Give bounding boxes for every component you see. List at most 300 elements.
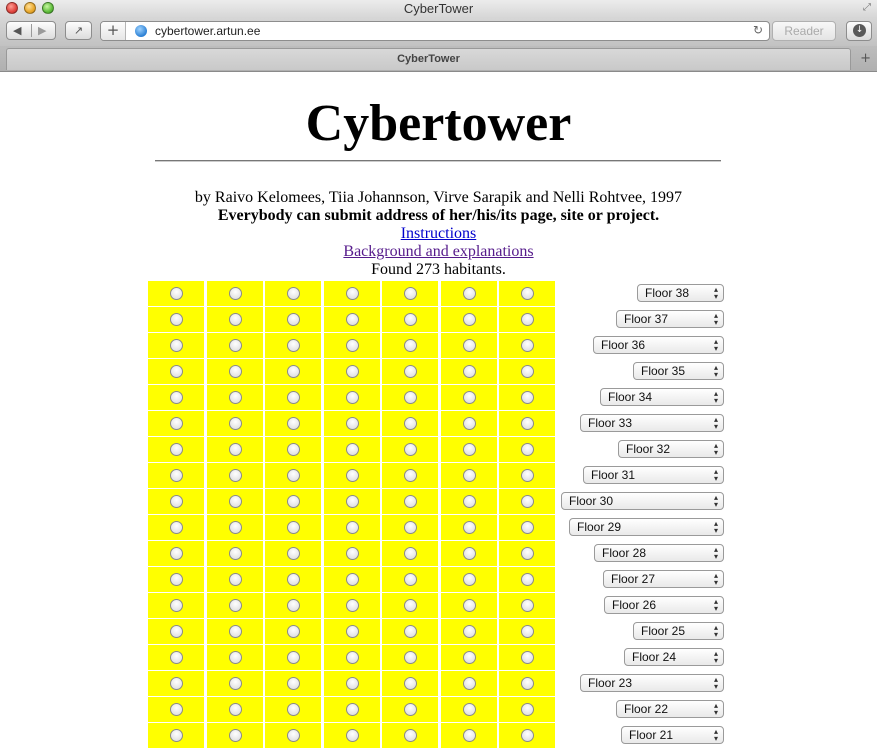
url-text[interactable]: cybertower.artun.ee bbox=[155, 24, 261, 38]
floor-select-label: Floor 22 bbox=[624, 702, 669, 716]
resident-radio[interactable] bbox=[404, 573, 417, 586]
floor-cell bbox=[207, 411, 263, 436]
floor-cell bbox=[382, 645, 438, 670]
floor-cell bbox=[499, 541, 555, 566]
resident-radio[interactable] bbox=[170, 339, 183, 352]
resident-radio[interactable] bbox=[404, 599, 417, 612]
floor-cell bbox=[441, 541, 497, 566]
share-button[interactable]: ↗ bbox=[65, 21, 92, 40]
floor-cell bbox=[499, 385, 555, 410]
floor-cell bbox=[148, 333, 204, 358]
floor-select[interactable] bbox=[583, 466, 724, 484]
floor-select[interactable] bbox=[616, 310, 724, 328]
floor-select[interactable] bbox=[633, 622, 724, 640]
floor-cell bbox=[324, 489, 380, 514]
resident-radio[interactable] bbox=[346, 625, 359, 638]
resident-radio[interactable] bbox=[229, 625, 242, 638]
resident-radio[interactable] bbox=[463, 703, 476, 716]
window-title: CyberTower bbox=[403, 1, 474, 16]
floor-cell bbox=[499, 359, 555, 384]
horizontal-rule bbox=[155, 160, 721, 162]
floor-select-label: Floor 37 bbox=[624, 312, 669, 326]
resident-radio[interactable] bbox=[287, 729, 300, 742]
floor-cell bbox=[324, 437, 380, 462]
resident-radio[interactable] bbox=[287, 677, 300, 690]
floor-cell bbox=[324, 359, 380, 384]
floor-cell bbox=[441, 333, 497, 358]
resident-radio[interactable] bbox=[287, 313, 300, 326]
resident-radio[interactable] bbox=[170, 703, 183, 716]
resident-radio[interactable] bbox=[521, 417, 534, 430]
resident-radio[interactable] bbox=[170, 521, 183, 534]
floor-cell bbox=[148, 671, 204, 696]
floor-cell bbox=[207, 463, 263, 488]
floor-cell bbox=[441, 411, 497, 436]
resident-radio[interactable] bbox=[287, 339, 300, 352]
floor-cell bbox=[148, 307, 204, 332]
resident-radio[interactable] bbox=[229, 599, 242, 612]
back-button[interactable]: ◀ bbox=[13, 24, 22, 37]
floor-cell bbox=[382, 411, 438, 436]
habitants-count: Found 273 habitants. bbox=[371, 261, 506, 278]
reload-icon[interactable]: ↻ bbox=[752, 23, 763, 37]
floor-select-label: Floor 36 bbox=[601, 338, 646, 352]
floor-select[interactable] bbox=[593, 336, 724, 354]
floor-select-label: Floor 29 bbox=[577, 520, 622, 534]
resident-radio[interactable] bbox=[170, 313, 183, 326]
floor-cell bbox=[324, 411, 380, 436]
resident-radio[interactable] bbox=[463, 495, 476, 508]
floor-cell bbox=[148, 281, 204, 306]
floor-cell bbox=[382, 359, 438, 384]
select-arrows-icon: ▴ ▾ bbox=[713, 701, 718, 717]
floor-cell bbox=[265, 333, 321, 358]
resident-radio[interactable] bbox=[521, 313, 534, 326]
floor-cell bbox=[148, 697, 204, 722]
resident-radio[interactable] bbox=[229, 573, 242, 586]
resident-radio[interactable] bbox=[229, 729, 242, 742]
floor-cell bbox=[324, 723, 380, 748]
floor-select-label: Floor 27 bbox=[611, 572, 656, 586]
floor-cell bbox=[499, 723, 555, 748]
select-arrows-icon: ▴ ▾ bbox=[713, 363, 718, 379]
resident-radio[interactable] bbox=[521, 443, 534, 456]
floor-cell bbox=[207, 619, 263, 644]
resident-radio[interactable] bbox=[346, 495, 359, 508]
floor-cell bbox=[441, 515, 497, 540]
floor-select[interactable] bbox=[580, 674, 724, 692]
resident-radio[interactable] bbox=[463, 573, 476, 586]
floor-cell bbox=[265, 411, 321, 436]
resident-radio[interactable] bbox=[229, 287, 242, 300]
floor-cell bbox=[382, 489, 438, 514]
resident-radio[interactable] bbox=[346, 365, 359, 378]
back-forward-buttons bbox=[6, 21, 56, 40]
floor-cell bbox=[499, 671, 555, 696]
resident-radio[interactable] bbox=[463, 469, 476, 482]
authors-text: by Raivo Kelomees, Tiia Johannson, Virve Sarapik and Nelli Rohtvee, 1997 bbox=[194, 189, 683, 206]
resident-radio[interactable] bbox=[170, 573, 183, 586]
select-arrows-icon: ▴ ▾ bbox=[713, 389, 718, 405]
resident-radio[interactable] bbox=[404, 651, 417, 664]
resident-radio[interactable] bbox=[521, 495, 534, 508]
floor-select-label: Floor 23 bbox=[588, 676, 633, 690]
new-tab-button[interactable]: + bbox=[860, 51, 871, 66]
background-link[interactable]: Background and explanations bbox=[343, 243, 534, 260]
floor-select[interactable] bbox=[618, 440, 724, 458]
fullscreen-icon[interactable]: ⤢ bbox=[863, 2, 871, 13]
resident-radio[interactable] bbox=[521, 703, 534, 716]
floor-cell bbox=[499, 333, 555, 358]
floor-cell bbox=[382, 515, 438, 540]
resident-radio[interactable] bbox=[521, 573, 534, 586]
resident-radio[interactable] bbox=[229, 677, 242, 690]
resident-radio[interactable] bbox=[404, 313, 417, 326]
resident-radio[interactable] bbox=[521, 677, 534, 690]
floor-cell bbox=[148, 593, 204, 618]
resident-radio[interactable] bbox=[404, 469, 417, 482]
select-arrows-icon: ▴ ▾ bbox=[713, 285, 718, 301]
floor-select[interactable] bbox=[616, 700, 724, 718]
resident-radio[interactable] bbox=[346, 573, 359, 586]
resident-radio[interactable] bbox=[346, 599, 359, 612]
floor-cell bbox=[382, 385, 438, 410]
floor-cell bbox=[207, 541, 263, 566]
resident-radio[interactable] bbox=[170, 677, 183, 690]
tab-cybertower[interactable]: CyberTower bbox=[6, 48, 851, 70]
divider bbox=[31, 24, 32, 37]
resident-radio[interactable] bbox=[521, 339, 534, 352]
resident-radio[interactable] bbox=[463, 651, 476, 664]
select-arrows-icon: ▴ ▾ bbox=[713, 493, 718, 509]
floor-cell bbox=[499, 645, 555, 670]
floor-cell bbox=[148, 463, 204, 488]
floor-cell bbox=[382, 463, 438, 488]
floor-cell bbox=[441, 567, 497, 592]
resident-radio[interactable] bbox=[463, 599, 476, 612]
floor-cell bbox=[324, 307, 380, 332]
floor-cell bbox=[265, 567, 321, 592]
resident-radio[interactable] bbox=[346, 339, 359, 352]
floor-cell bbox=[441, 723, 497, 748]
resident-radio[interactable] bbox=[463, 625, 476, 638]
resident-radio[interactable] bbox=[287, 287, 300, 300]
resident-radio[interactable] bbox=[463, 339, 476, 352]
resident-radio[interactable] bbox=[170, 495, 183, 508]
floor-cell bbox=[265, 593, 321, 618]
floor-cell bbox=[324, 645, 380, 670]
resident-radio[interactable] bbox=[287, 391, 300, 404]
floor-cell bbox=[207, 515, 263, 540]
resident-radio[interactable] bbox=[521, 651, 534, 664]
resident-radio[interactable] bbox=[346, 391, 359, 404]
resident-radio[interactable] bbox=[521, 547, 534, 560]
tab-bar bbox=[0, 46, 877, 72]
floor-select[interactable] bbox=[600, 388, 724, 406]
resident-radio[interactable] bbox=[463, 521, 476, 534]
floor-cell bbox=[207, 281, 263, 306]
resident-radio[interactable] bbox=[287, 443, 300, 456]
resident-radio[interactable] bbox=[287, 547, 300, 560]
floor-cell bbox=[207, 723, 263, 748]
resident-radio[interactable] bbox=[463, 417, 476, 430]
resident-radio[interactable] bbox=[287, 417, 300, 430]
resident-radio[interactable] bbox=[521, 391, 534, 404]
resident-radio[interactable] bbox=[521, 287, 534, 300]
floor-select-label: Floor 32 bbox=[626, 442, 671, 456]
floor-select-label: Floor 24 bbox=[632, 650, 677, 664]
floor-cell bbox=[324, 541, 380, 566]
floor-select[interactable] bbox=[603, 570, 724, 588]
floor-cell bbox=[382, 697, 438, 722]
resident-radio[interactable] bbox=[287, 365, 300, 378]
resident-radio[interactable] bbox=[229, 651, 242, 664]
floor-cell bbox=[148, 515, 204, 540]
floor-cell bbox=[265, 645, 321, 670]
resident-radio[interactable] bbox=[404, 443, 417, 456]
resident-radio[interactable] bbox=[404, 365, 417, 378]
floor-cell bbox=[148, 541, 204, 566]
resident-radio[interactable] bbox=[463, 443, 476, 456]
floor-cell bbox=[265, 619, 321, 644]
floor-cell bbox=[499, 281, 555, 306]
resident-radio[interactable] bbox=[170, 287, 183, 300]
select-arrows-icon: ▴ ▾ bbox=[713, 415, 718, 431]
resident-radio[interactable] bbox=[404, 417, 417, 430]
floor-cell bbox=[382, 437, 438, 462]
resident-radio[interactable] bbox=[287, 703, 300, 716]
floor-cell bbox=[265, 463, 321, 488]
resident-radio[interactable] bbox=[287, 599, 300, 612]
select-arrows-icon: ▴ ▾ bbox=[713, 337, 718, 353]
resident-radio[interactable] bbox=[229, 339, 242, 352]
floor-cell bbox=[382, 281, 438, 306]
floor-select[interactable] bbox=[633, 362, 724, 380]
resident-radio[interactable] bbox=[404, 339, 417, 352]
floor-cell bbox=[441, 385, 497, 410]
select-arrows-icon: ▴ ▾ bbox=[713, 597, 718, 613]
resident-radio[interactable] bbox=[229, 469, 242, 482]
floor-cell bbox=[265, 697, 321, 722]
floor-cell bbox=[499, 697, 555, 722]
resident-radio[interactable] bbox=[404, 703, 417, 716]
resident-radio[interactable] bbox=[229, 365, 242, 378]
floor-cell bbox=[207, 671, 263, 696]
floor-cell bbox=[265, 307, 321, 332]
resident-radio[interactable] bbox=[404, 729, 417, 742]
resident-radio[interactable] bbox=[521, 469, 534, 482]
floor-cell bbox=[265, 723, 321, 748]
resident-radio[interactable] bbox=[287, 521, 300, 534]
resident-radio[interactable] bbox=[287, 651, 300, 664]
floor-cell bbox=[148, 385, 204, 410]
floor-cell bbox=[265, 281, 321, 306]
resident-radio[interactable] bbox=[170, 729, 183, 742]
floor-cell bbox=[148, 411, 204, 436]
floor-cell bbox=[324, 593, 380, 618]
floor-select[interactable] bbox=[580, 414, 724, 432]
resident-radio[interactable] bbox=[463, 547, 476, 560]
resident-radio[interactable] bbox=[404, 495, 417, 508]
instructions-link[interactable]: Instructions bbox=[400, 225, 477, 242]
floor-cell bbox=[441, 645, 497, 670]
floor-select-label: Floor 26 bbox=[612, 598, 657, 612]
floor-cell bbox=[382, 541, 438, 566]
resident-radio[interactable] bbox=[404, 391, 417, 404]
resident-radio[interactable] bbox=[170, 417, 183, 430]
resident-radio[interactable] bbox=[346, 677, 359, 690]
select-arrows-icon: ▴ ▾ bbox=[713, 545, 718, 561]
resident-radio[interactable] bbox=[346, 703, 359, 716]
resident-radio[interactable] bbox=[521, 365, 534, 378]
floor-select[interactable] bbox=[569, 518, 724, 536]
floor-select-label: Floor 33 bbox=[588, 416, 633, 430]
resident-radio[interactable] bbox=[170, 365, 183, 378]
floor-cell bbox=[382, 671, 438, 696]
resident-radio[interactable] bbox=[170, 469, 183, 482]
downloads-button[interactable] bbox=[846, 21, 872, 41]
globe-icon bbox=[135, 25, 147, 37]
resident-radio[interactable] bbox=[463, 313, 476, 326]
floor-select[interactable] bbox=[561, 492, 724, 510]
download-icon: ↓ bbox=[853, 24, 866, 37]
floor-cell bbox=[148, 437, 204, 462]
resident-radio[interactable] bbox=[346, 651, 359, 664]
add-bookmark-button[interactable]: + bbox=[101, 22, 126, 40]
resident-radio[interactable] bbox=[463, 391, 476, 404]
browser-toolbar bbox=[0, 18, 877, 46]
forward-button[interactable]: ▶ bbox=[38, 24, 47, 37]
floor-cell bbox=[207, 359, 263, 384]
address-bar[interactable] bbox=[100, 21, 770, 41]
floor-cell bbox=[441, 671, 497, 696]
floor-cell bbox=[265, 515, 321, 540]
floor-cell bbox=[324, 385, 380, 410]
floor-cell bbox=[382, 307, 438, 332]
resident-radio[interactable] bbox=[404, 287, 417, 300]
resident-radio[interactable] bbox=[287, 469, 300, 482]
resident-radio[interactable] bbox=[521, 521, 534, 534]
floor-cell bbox=[207, 489, 263, 514]
floor-cell bbox=[265, 437, 321, 462]
resident-radio[interactable] bbox=[170, 443, 183, 456]
resident-radio[interactable] bbox=[463, 729, 476, 742]
resident-radio[interactable] bbox=[229, 391, 242, 404]
floor-select-label: Floor 34 bbox=[608, 390, 653, 404]
resident-radio[interactable] bbox=[404, 547, 417, 560]
floor-cell bbox=[499, 411, 555, 436]
floor-cell bbox=[441, 593, 497, 618]
floor-cell bbox=[499, 567, 555, 592]
resident-radio[interactable] bbox=[404, 625, 417, 638]
resident-radio[interactable] bbox=[463, 365, 476, 378]
floor-select-label: Floor 28 bbox=[602, 546, 647, 560]
resident-radio[interactable] bbox=[463, 287, 476, 300]
resident-radio[interactable] bbox=[229, 417, 242, 430]
resident-radio[interactable] bbox=[229, 313, 242, 326]
resident-radio[interactable] bbox=[229, 521, 242, 534]
floor-cell bbox=[265, 671, 321, 696]
resident-radio[interactable] bbox=[287, 625, 300, 638]
floor-cell bbox=[148, 359, 204, 384]
floor-select[interactable] bbox=[604, 596, 724, 614]
floor-cell bbox=[324, 671, 380, 696]
submit-notice: Everybody can submit address of her/his/its page, site or project. bbox=[217, 207, 660, 224]
resident-radio[interactable] bbox=[346, 469, 359, 482]
select-arrows-icon: ▴ ▾ bbox=[713, 467, 718, 483]
resident-radio[interactable] bbox=[170, 599, 183, 612]
floor-cell bbox=[324, 463, 380, 488]
floor-cell bbox=[441, 697, 497, 722]
resident-radio[interactable] bbox=[170, 391, 183, 404]
floor-cell bbox=[207, 437, 263, 462]
select-arrows-icon: ▴ ▾ bbox=[713, 649, 718, 665]
floor-cell bbox=[441, 437, 497, 462]
resident-radio[interactable] bbox=[287, 495, 300, 508]
floor-select[interactable] bbox=[621, 726, 724, 744]
floor-cell bbox=[148, 567, 204, 592]
resident-radio[interactable] bbox=[346, 313, 359, 326]
floor-cell bbox=[441, 463, 497, 488]
floor-select-label: Floor 25 bbox=[641, 624, 686, 638]
resident-radio[interactable] bbox=[521, 599, 534, 612]
floor-cell bbox=[207, 333, 263, 358]
resident-radio[interactable] bbox=[170, 651, 183, 664]
floor-cell bbox=[265, 385, 321, 410]
resident-radio[interactable] bbox=[346, 417, 359, 430]
select-arrows-icon: ▴ ▾ bbox=[713, 623, 718, 639]
floor-select[interactable] bbox=[594, 544, 724, 562]
resident-radio[interactable] bbox=[229, 703, 242, 716]
floor-cell bbox=[148, 489, 204, 514]
resident-radio[interactable] bbox=[346, 521, 359, 534]
floor-cell bbox=[207, 593, 263, 618]
floor-cell bbox=[207, 567, 263, 592]
floor-cell bbox=[324, 567, 380, 592]
resident-radio[interactable] bbox=[229, 443, 242, 456]
resident-radio[interactable] bbox=[346, 443, 359, 456]
floor-select[interactable] bbox=[637, 284, 724, 302]
floor-cell bbox=[148, 723, 204, 748]
floor-cell bbox=[265, 489, 321, 514]
resident-radio[interactable] bbox=[170, 625, 183, 638]
resident-radio[interactable] bbox=[521, 625, 534, 638]
floor-cell bbox=[382, 619, 438, 644]
resident-radio[interactable] bbox=[404, 521, 417, 534]
floor-select[interactable] bbox=[624, 648, 724, 666]
floor-select-label: Floor 38 bbox=[645, 286, 690, 300]
reader-button[interactable]: Reader bbox=[772, 21, 836, 41]
floor-cell bbox=[324, 333, 380, 358]
select-arrows-icon: ▴ ▾ bbox=[713, 571, 718, 587]
floor-cell bbox=[441, 281, 497, 306]
resident-radio[interactable] bbox=[170, 547, 183, 560]
resident-radio[interactable] bbox=[463, 677, 476, 690]
floor-cell bbox=[441, 489, 497, 514]
resident-radio[interactable] bbox=[346, 729, 359, 742]
resident-radio[interactable] bbox=[287, 573, 300, 586]
resident-radio[interactable] bbox=[346, 287, 359, 300]
resident-radio[interactable] bbox=[229, 495, 242, 508]
floor-cell bbox=[499, 489, 555, 514]
resident-radio[interactable] bbox=[229, 547, 242, 560]
resident-radio[interactable] bbox=[404, 677, 417, 690]
floor-cell bbox=[265, 541, 321, 566]
floor-cell bbox=[324, 697, 380, 722]
resident-radio[interactable] bbox=[346, 547, 359, 560]
resident-radio[interactable] bbox=[521, 729, 534, 742]
floor-cell bbox=[324, 515, 380, 540]
